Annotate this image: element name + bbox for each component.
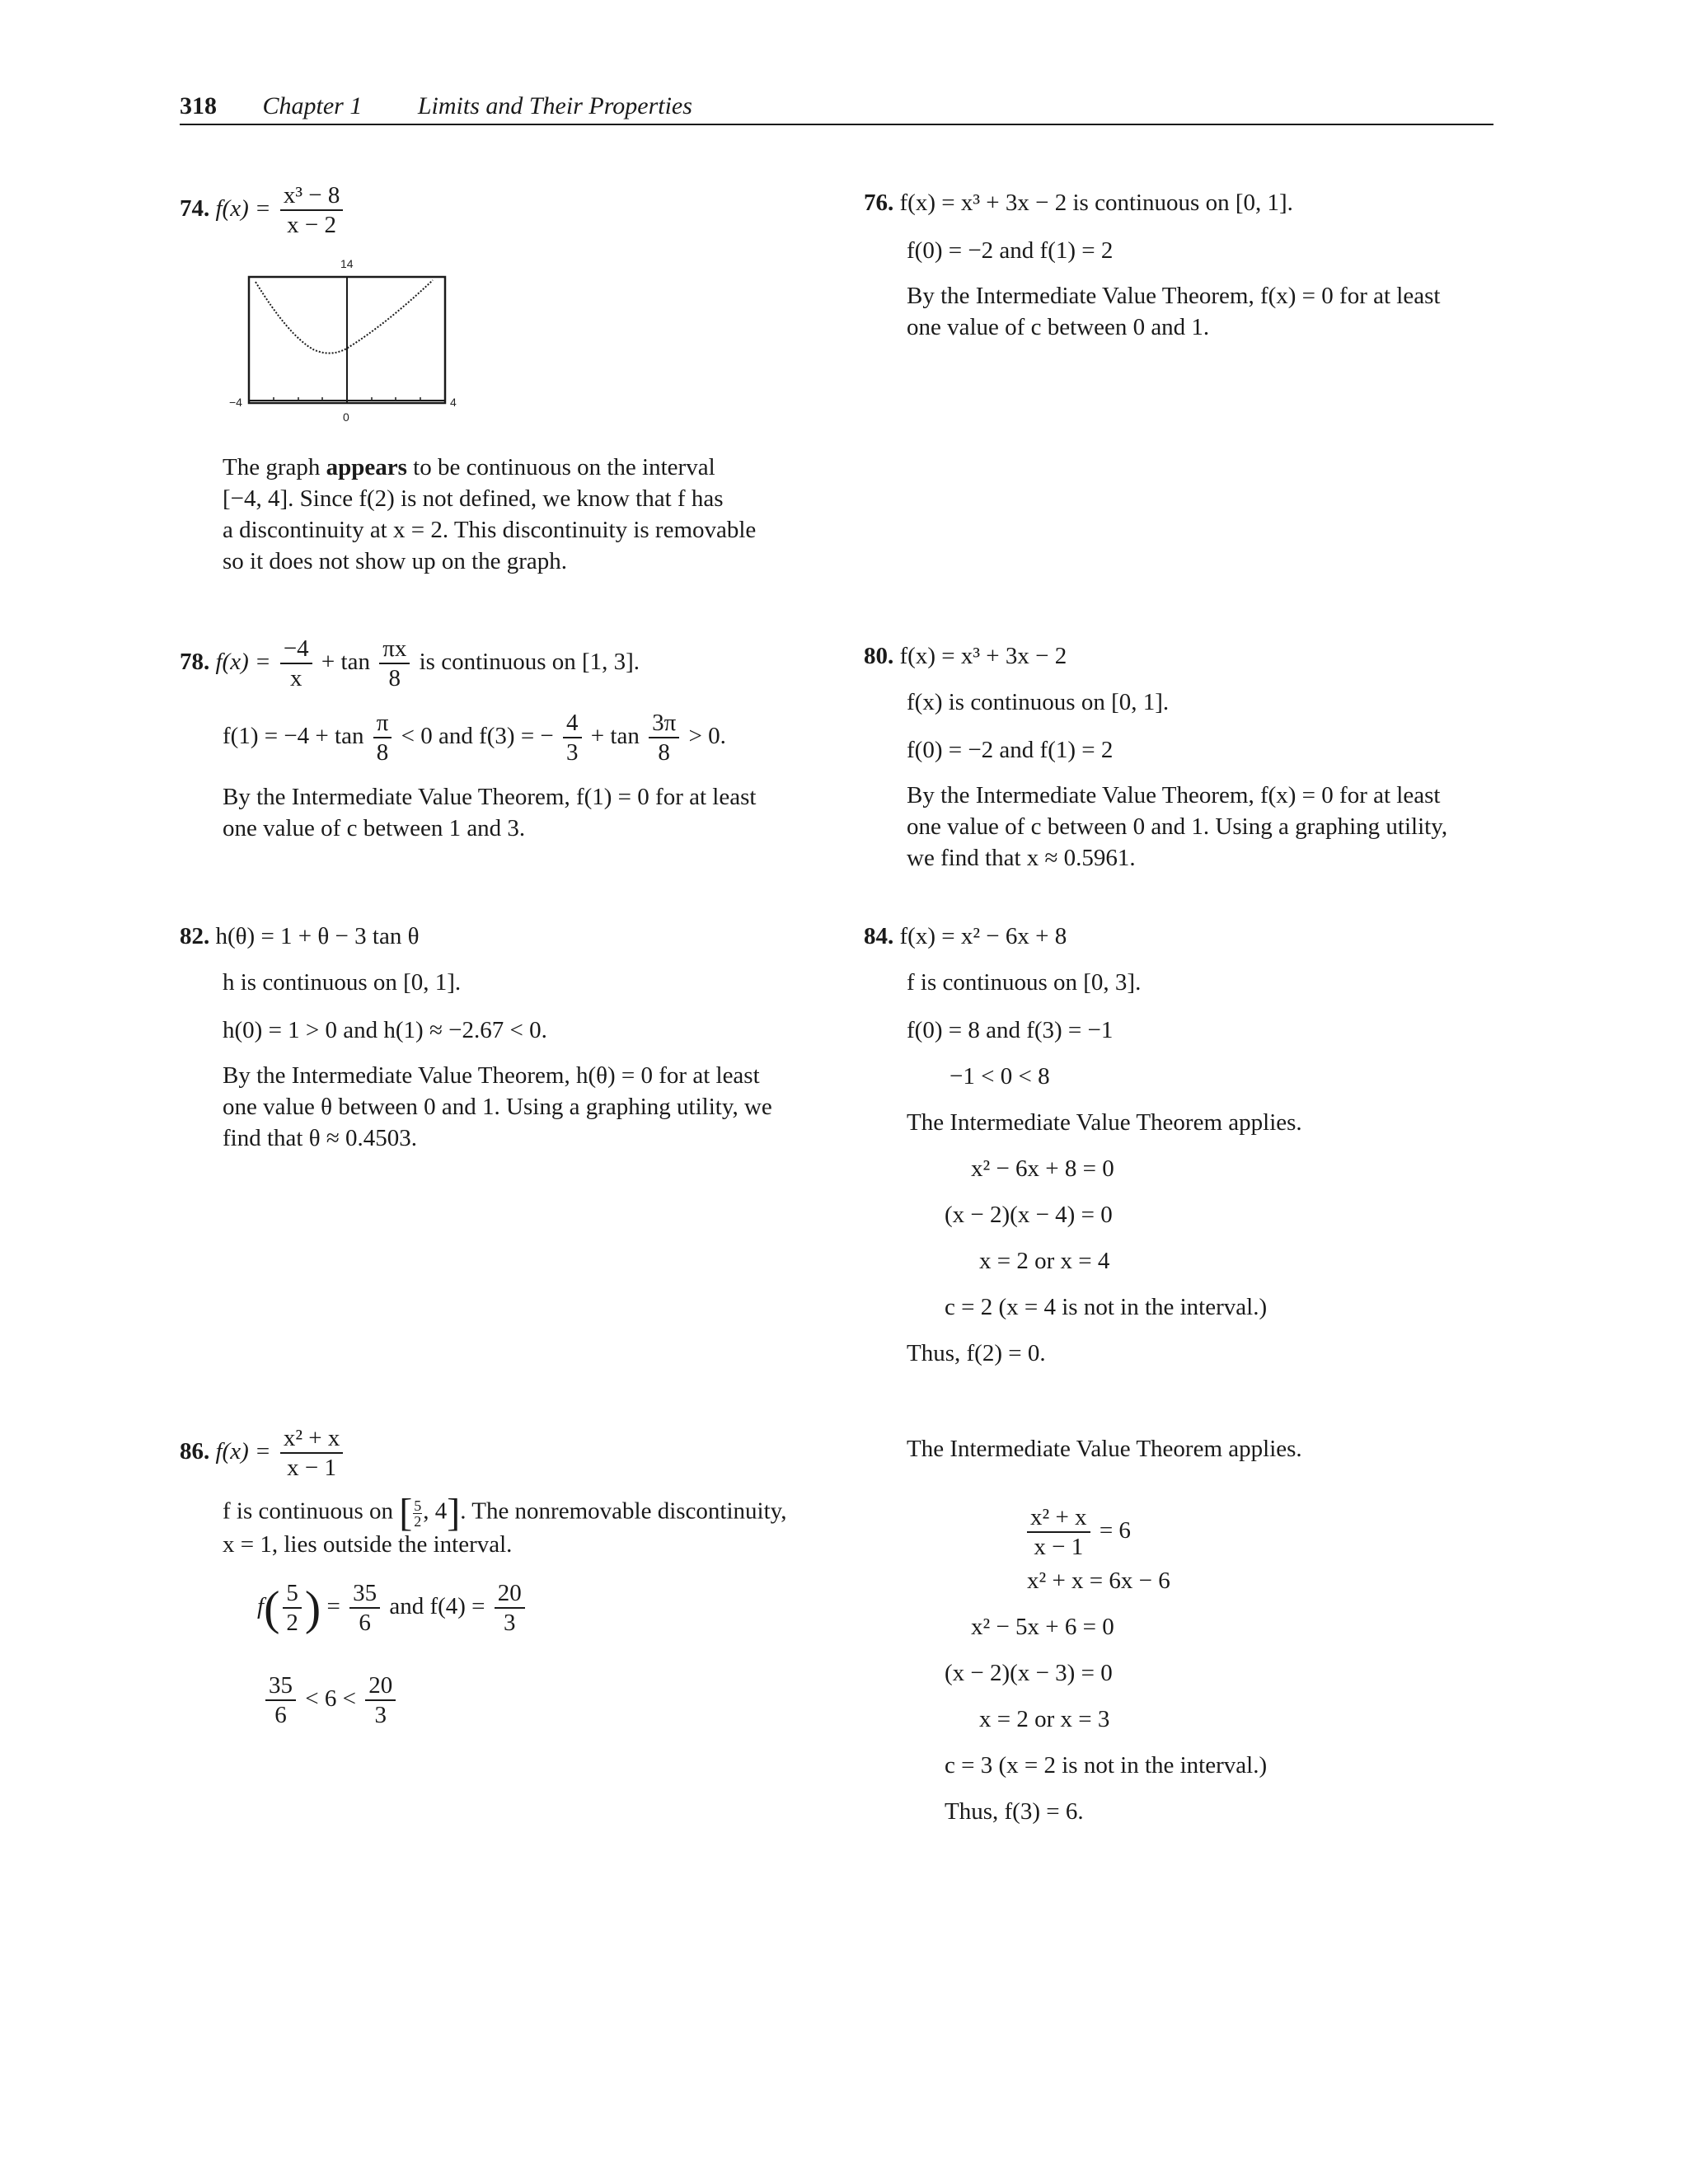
fraction — [280, 183, 344, 238]
problem-84-statement — [864, 921, 1067, 951]
problem-78-conclusion — [223, 781, 849, 844]
header-rule — [180, 124, 1493, 125]
text-line: find that θ ≈ 0.4503. — [223, 1125, 418, 1151]
text-line: one value of c between 0 and 1. Using a graphing utility, — [907, 813, 1448, 840]
text-run: = — [326, 1593, 340, 1620]
graph-curve — [256, 280, 433, 354]
paren: ( — [264, 1581, 280, 1635]
text-run: . The nonremovable discontinuity, — [460, 1497, 787, 1525]
problem-86-values — [257, 1581, 528, 1636]
denominator: 2 — [414, 1512, 422, 1530]
problem-number: 86. — [180, 1438, 210, 1465]
graph-74 — [223, 257, 462, 422]
text-line: h(θ) = 1 + θ − 3 tan θ — [215, 923, 420, 949]
problem-86-ivt: The Intermediate Value Theorem applies. — [907, 1436, 1302, 1462]
problem-76-values: f(0) = −2 and f(1) = 2 — [907, 237, 1114, 264]
problem-number: 82. — [180, 923, 210, 949]
x-max-label: 4 — [450, 396, 457, 409]
fraction — [365, 1673, 396, 1728]
chapter-label: Chapter 1 — [262, 92, 363, 120]
problem-86-statement — [180, 1426, 346, 1481]
numerator: 4 — [563, 710, 582, 738]
denominator: 8 — [658, 739, 670, 766]
problem-86-continuity — [223, 1493, 787, 1533]
text-run: to be continuous on the interval — [406, 454, 715, 480]
problem-84-result: Thus, f(2) = 0. — [907, 1340, 1046, 1366]
function-label: f(x) = — [215, 1438, 271, 1465]
text-line: one value θ between 0 and 1. Using a graphing utility, we — [223, 1094, 772, 1120]
bracket: ] — [447, 1491, 461, 1535]
numerator: 20 — [365, 1673, 396, 1701]
numerator: 5 — [414, 1497, 422, 1514]
text-run: + tan — [590, 723, 640, 750]
problem-86-c-value: c = 3 (x = 2 is not in the interval.) — [945, 1752, 1268, 1779]
y-max-label: 14 — [340, 257, 354, 270]
text-line: we find that x ≈ 0.5961. — [907, 845, 1136, 871]
problem-82-continuity: h is continuous on [0, 1]. — [223, 969, 462, 996]
problem-82-values: h(0) = 1 > 0 and h(1) ≈ −2.67 < 0. — [223, 1017, 547, 1043]
problem-86-quadratic: x² − 5x + 6 = 0 — [971, 1614, 1114, 1640]
denominator: 3 — [374, 1702, 387, 1729]
problem-84-ivt: The Intermediate Value Theorem applies. — [907, 1109, 1302, 1136]
problem-80-continuity: f(x) is continuous on [0, 1]. — [907, 689, 1170, 715]
text-run: < 6 < — [305, 1685, 356, 1713]
denominator: 6 — [274, 1702, 287, 1729]
small-fraction — [413, 1498, 422, 1529]
numerator: x³ − 8 — [280, 183, 344, 211]
denominator: 3 — [504, 1610, 516, 1637]
problem-84-equation: x² − 6x + 8 = 0 — [971, 1155, 1114, 1182]
denominator: x − 1 — [287, 1455, 337, 1482]
problem-76-statement — [864, 188, 1293, 218]
text-line: f(x) = x³ + 3x − 2 — [899, 643, 1067, 669]
text-line: By the Intermediate Value Theorem, f(x) = 0 for at least — [907, 782, 1441, 808]
text-line: so it does not show up on the graph. — [223, 548, 568, 574]
text-run: + tan — [321, 649, 370, 676]
problem-number: 74. — [180, 195, 210, 223]
problem-86-result: Thus, f(3) = 6. — [945, 1798, 1084, 1825]
fraction — [280, 1426, 344, 1481]
problem-number: 76. — [864, 190, 894, 216]
fraction — [495, 1581, 525, 1636]
problem-86-cleared: x² + x = 6x − 6 — [1027, 1568, 1170, 1594]
text-line: f(x) = x³ + 3x − 2 is continuous on [0, 1]. — [899, 190, 1293, 216]
bracket: [ — [399, 1491, 413, 1535]
running-header — [180, 92, 692, 120]
chapter-title: Limits and Their Properties — [417, 92, 692, 120]
text-run: = 6 — [1099, 1517, 1131, 1544]
fraction — [349, 1581, 380, 1636]
numerator: 3π — [649, 710, 679, 738]
problem-80-conclusion — [907, 780, 1533, 874]
text-line: a discontinuity at x = 2. This discontinuity is removable — [223, 517, 757, 543]
text-run: f is continuous on — [223, 1497, 394, 1525]
problem-76-conclusion — [907, 280, 1533, 343]
denominator: 8 — [376, 739, 389, 766]
fraction — [1027, 1505, 1090, 1560]
numerator: 35 — [265, 1673, 296, 1701]
problem-74-statement — [180, 183, 346, 238]
problem-number: 78. — [180, 649, 210, 676]
problem-84-roots: x = 2 or x = 4 — [979, 1248, 1110, 1274]
problem-86-equation — [1024, 1505, 1131, 1560]
numerator: x² + x — [1027, 1505, 1090, 1533]
text-line: By the Intermediate Value Theorem, f(x) = 0 for at least — [907, 283, 1441, 309]
denominator: 3 — [566, 739, 579, 766]
denominator: x − 1 — [1034, 1534, 1084, 1561]
numerator: −4 — [280, 636, 312, 664]
x-min-label: −4 — [229, 396, 242, 409]
problem-number: 84. — [864, 923, 894, 949]
problem-86-inequality — [262, 1673, 399, 1728]
graph-74-svg — [223, 257, 462, 422]
problem-84-factored: (x − 2)(x − 4) = 0 — [945, 1202, 1113, 1228]
problem-80-statement — [864, 641, 1067, 671]
fraction — [265, 1673, 296, 1728]
numerator: 20 — [495, 1581, 525, 1609]
denominator: 6 — [359, 1610, 371, 1637]
text-run: is continuous on [1, 3]. — [419, 649, 640, 676]
problem-86-roots: x = 2 or x = 3 — [979, 1706, 1110, 1732]
problem-number: 80. — [864, 643, 894, 669]
problem-78-evaluation — [223, 710, 726, 766]
fraction — [649, 710, 679, 766]
y-min-label: 0 — [343, 410, 349, 424]
denominator: x — [289, 665, 302, 692]
emphasis: appears — [326, 454, 407, 480]
problem-86-discontinuity: x = 1, lies outside the interval. — [223, 1531, 513, 1558]
problem-84-inequality: −1 < 0 < 8 — [950, 1063, 1050, 1090]
problem-86-factored: (x − 2)(x − 3) = 0 — [945, 1660, 1113, 1686]
fraction — [563, 710, 582, 766]
numerator: 5 — [283, 1581, 302, 1609]
denominator: x − 2 — [287, 212, 337, 239]
text-line: one value of c between 0 and 1. — [907, 314, 1210, 340]
text-run: f(1) = −4 + tan — [223, 723, 364, 750]
text-line: [−4, 4]. Since f(2) is not defined, we know that f has — [223, 485, 724, 512]
problem-78-statement — [180, 636, 640, 691]
text-run: The graph — [223, 454, 326, 480]
function-label: f(x) = — [215, 649, 271, 676]
problem-84-values: f(0) = 8 and f(3) = −1 — [907, 1017, 1114, 1043]
problem-84-c-value: c = 2 (x = 4 is not in the interval.) — [945, 1294, 1268, 1320]
text-run: and f(4) = — [389, 1593, 485, 1620]
text-line: By the Intermediate Value Theorem, f(1) = 0 for at least — [223, 784, 757, 810]
numerator: 35 — [349, 1581, 380, 1609]
text-run: < 0 and f(3) = − — [401, 723, 554, 750]
fraction — [283, 1581, 302, 1636]
denominator: 2 — [286, 1610, 298, 1637]
problem-82-conclusion — [223, 1060, 849, 1154]
denominator: 8 — [388, 665, 401, 692]
paren: ) — [304, 1581, 321, 1635]
fraction — [373, 710, 392, 766]
text-line: one value of c between 1 and 3. — [223, 815, 526, 841]
problem-84-continuity: f is continuous on [0, 3]. — [907, 969, 1142, 996]
page-number: 318 — [180, 92, 217, 120]
function-label: f — [257, 1593, 265, 1620]
numerator: πx — [379, 636, 410, 664]
text-line: f(x) = x² − 6x + 8 — [899, 923, 1067, 949]
fraction — [280, 636, 312, 691]
text-run: , 4 — [423, 1497, 448, 1525]
text-run: > 0. — [688, 723, 726, 750]
text-line: By the Intermediate Value Theorem, h(θ) = 0 for at least — [223, 1062, 760, 1089]
function-label: f(x) = — [215, 195, 271, 223]
problem-80-values: f(0) = −2 and f(1) = 2 — [907, 737, 1114, 763]
numerator: π — [373, 710, 392, 738]
fraction — [379, 636, 410, 691]
problem-74-explanation — [223, 452, 816, 577]
numerator: x² + x — [280, 1426, 344, 1454]
problem-82-statement — [180, 921, 419, 951]
